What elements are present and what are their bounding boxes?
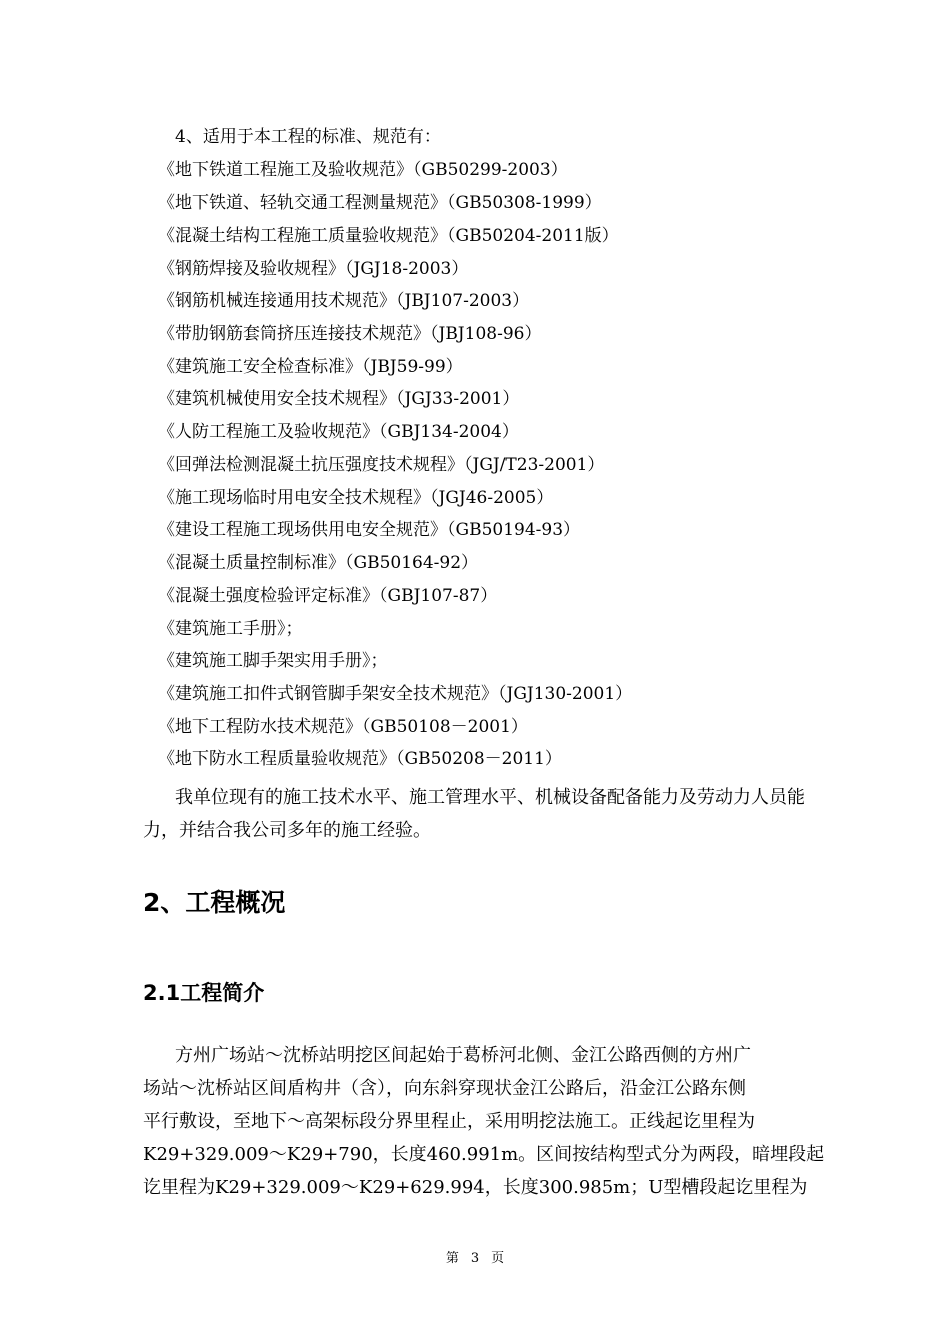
standard-item: 《建筑机械使用安全技术规程》（JGJ33-2001） (158, 389, 520, 409)
standard-item: 《地下铁道工程施工及验收规范》（GB50299-2003） (158, 160, 568, 180)
body-line: 平行敷设，至地下～高架标段分界里程止，采用明挖法施工。正线起讫里程为 (143, 1111, 755, 1132)
page-footer (0, 1247, 950, 1266)
standard-item: 《混凝土强度检验评定标准》（GBJ107-87） (158, 586, 498, 606)
body-line: 方州广场站～沈桥站明挖区间起始于葛桥河北侧、金江公路西侧的方州广 (175, 1045, 751, 1066)
standard-item: 《钢筋机械连接通用技术规范》（JBJ107-2003） (158, 291, 530, 311)
standard-item: 《带肋钢筋套筒挤压连接技术规范》（JBJ108-96） (158, 324, 542, 344)
footer-suffix: 页 (491, 1251, 505, 1266)
standard-item: 《回弹法检测混凝土抗压强度技术规程》（JGJ/T23-2001） (158, 455, 605, 475)
standard-item: 《建筑施工安全检查标准》（JBJ59-99） (158, 357, 463, 377)
standard-item: 《钢筋焊接及验收规程》（JGJ18-2003） (158, 259, 469, 279)
standard-item: 《混凝土结构工程施工质量验收规范》（GB50204-2011版） (158, 226, 619, 246)
body-line: 讫里程为K29+329.009～K29+629.994，长度300.985m；U型槽段起讫里程为 (143, 1177, 808, 1198)
page-number: 3 (470, 1251, 480, 1266)
standard-item: 《地下工程防水技术规范》（GB50108－2001） (158, 717, 528, 737)
closing-text: 我单位现有的施工技术水平、施工管理水平、机械设备配备能力及劳动力人员能力，并结合我公司多年的施工经验。 (143, 787, 805, 841)
standard-item: 《建筑施工手册》； (158, 619, 303, 639)
body-line: K29+329.009～K29+790，长度460.991m。区间按结构型式分为两段，暗埋段起 (143, 1144, 825, 1165)
standard-item: 《建筑施工扣件式钢管脚手架安全技术规范》（JGJ130-2001） (158, 684, 633, 704)
standard-item: 《人防工程施工及验收规范》（GBJ134-2004） (158, 422, 519, 442)
section-heading: 2、工程概况 (143, 888, 286, 917)
body-line: 场站～沈桥站区间盾构井（含），向东斜穿现状金江公路后，沿金江公路东侧 (143, 1078, 746, 1099)
standard-item: 《地下铁道、轻轨交通工程测量规范》（GB50308-1999） (158, 193, 602, 213)
standard-item: 《施工现场临时用电安全技术规程》（JGJ46-2005） (158, 488, 554, 508)
standard-item: 《建设工程施工现场供用电安全规范》（GB50194-93） (158, 520, 581, 540)
standards-intro: 4、适用于本工程的标准、规范有： (175, 127, 441, 147)
standard-item: 《建筑施工脚手架实用手册》； (158, 651, 388, 671)
standard-item: 《混凝土质量控制标准》（GB50164-92） (158, 553, 479, 573)
footer-prefix: 第 (445, 1251, 459, 1266)
subsection-heading: 2.1工程简介 (143, 981, 265, 1005)
standard-item: 《地下防水工程质量验收规范》（GB50208－2011） (158, 749, 562, 769)
standards-closing-paragraph (143, 781, 813, 847)
